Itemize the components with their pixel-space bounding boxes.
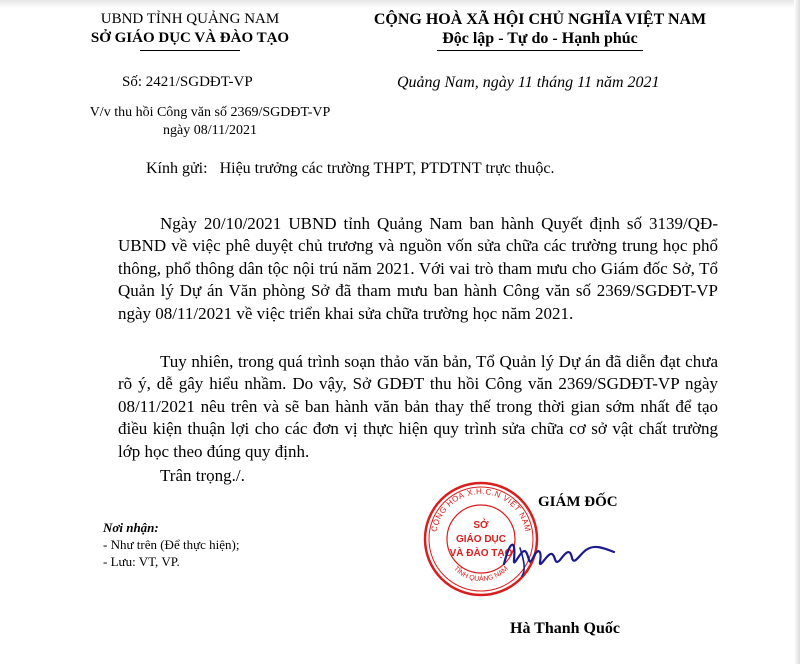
recipient-text: Hiệu trưởng các trường THPT, PTDTNT trực thuộc. xyxy=(219,160,555,177)
distribution-title: Nơi nhận: xyxy=(103,520,159,535)
header-nation-block xyxy=(330,10,750,48)
page-right-edge xyxy=(794,0,800,664)
body-paragraph-2 xyxy=(118,351,718,463)
distribution-item: - Lưu: VT, VP. xyxy=(103,554,180,569)
paragraph-text: Tuy nhiên, trong quá trình soạn thảo văn bản, Tổ Quản lý Dự án đã diễn đạt chưa rõ ý, dễ gây hiểu nhầm. Do vậy, Sở GDĐT thu hồi Công văn 2369/SGDĐT-VP ngày 08/11/2021 nêu trên và sẽ ban hành văn bản thay thế trong thời gian sớm nhất để tạo điều kiện thuận lợi cho các đơn vị thực hiện quy trình sửa chữa cơ sở vật chất trường lớp học theo đúng quy định. xyxy=(118,352,718,461)
place-date: Quảng Nam, ngày 11 tháng 11 năm 2021 xyxy=(397,74,660,91)
handwritten-signature xyxy=(500,530,620,580)
stamp-center-line: GIÁO DỤC xyxy=(456,534,506,545)
distribution-item: - Như trên (Để thực hiện); xyxy=(103,537,240,552)
page-top-edge xyxy=(0,0,800,8)
motto-underline xyxy=(437,50,643,51)
paragraph-text: Ngày 20/10/2021 UBND tỉnh Quảng Nam ban hành Quyết định số 3139/QĐ-UBND về việc phê duyệt chủ trương và nguồn vốn sửa chữa các trường trung học phổ thông, phổ thông dân tộc nội trú năm 2021. Với vai trò tham mưu cho Giám đốc Sở, Tổ Quản lý Dự án Văn phòng Sở đã tham mưu ban hành Công văn số 2369/SGDĐT-VP ngày 08/11/2021 về việc triển khai sửa chữa trường học năm 2021. xyxy=(118,214,718,323)
header-agency-block xyxy=(40,10,340,48)
stamp-outer-text: CỘNG HOÀ X.H.C.N VIỆT NAM xyxy=(429,486,533,533)
document-number: Số: 2421/SGDĐT-VP xyxy=(122,74,253,90)
agency-name: SỞ GIÁO DỤC VÀ ĐÀO TẠO xyxy=(90,30,290,46)
body-paragraph-1 xyxy=(118,213,718,325)
agency-parent: UBND TỈNH QUẢNG NAM xyxy=(100,11,280,27)
nation-title: CỘNG HOÀ XÃ HỘI CHỦ NGHĨA VIỆT NAM xyxy=(373,11,707,28)
stamp-bottom-text: TỈNH QUẢNG NAM xyxy=(452,565,510,584)
signer-name: Hà Thanh Quốc xyxy=(510,620,620,637)
agency-underline xyxy=(140,50,240,51)
closing-line: Trân trọng./. xyxy=(160,466,245,485)
recipient-label: Kính gửi: xyxy=(146,160,208,177)
nation-motto: Độc lập - Tự do - Hạnh phúc xyxy=(442,30,638,47)
stamp-center-line: VÀ ĐÀO TẠO xyxy=(449,548,513,559)
recipient-line xyxy=(146,160,554,178)
document-subject: V/v thu hồi Công văn số 2369/SGDĐT-VP ngày 08/11/2021 xyxy=(89,105,331,138)
distribution-list xyxy=(103,519,239,570)
signer-title: GIÁM ĐỐC xyxy=(538,494,618,510)
stamp-center-line: SỞ xyxy=(473,520,489,531)
